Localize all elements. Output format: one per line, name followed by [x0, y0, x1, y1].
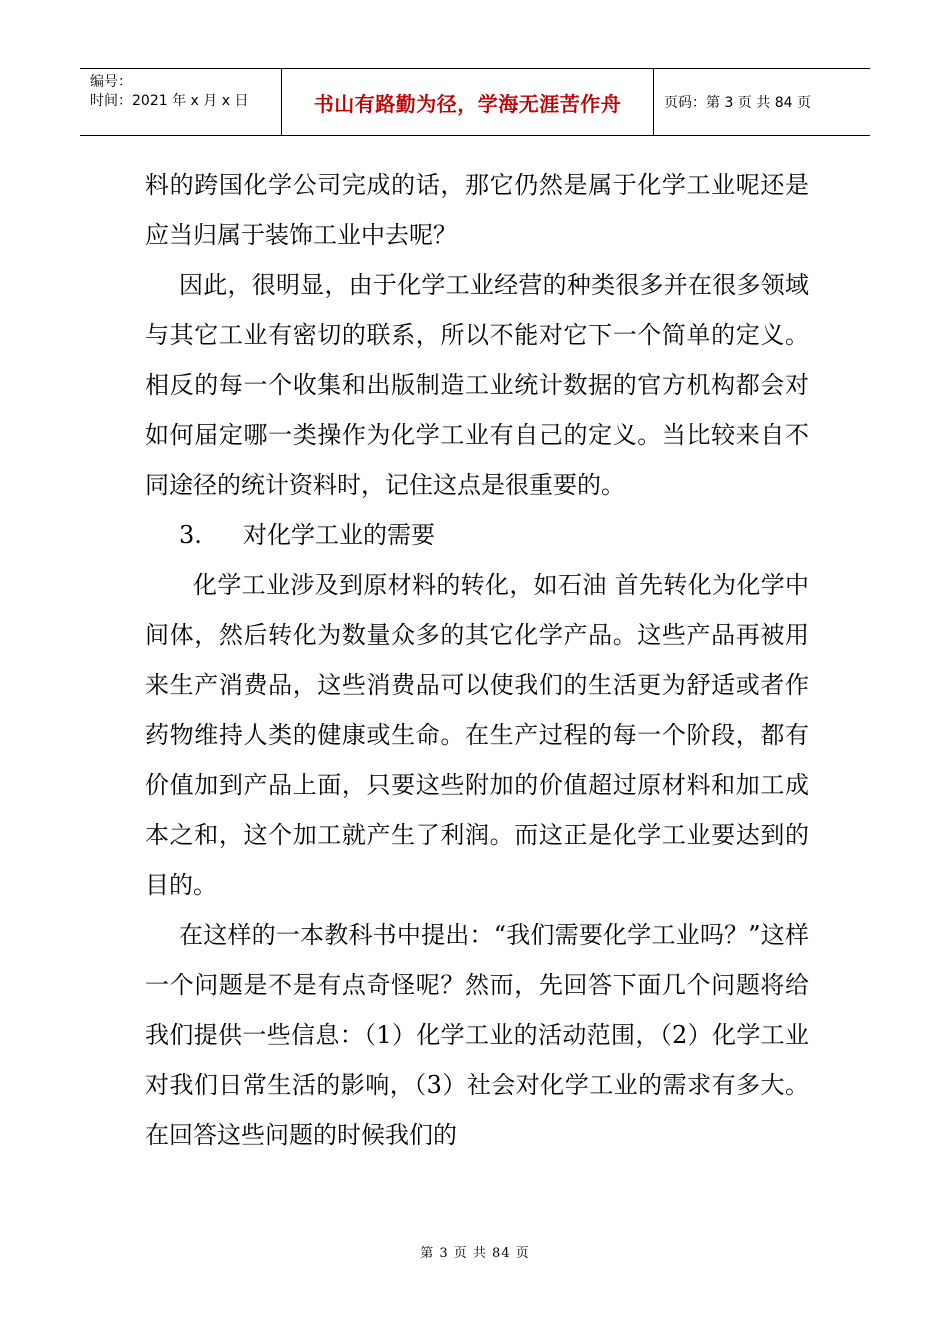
page-footer: 第 3 页 共 84 页: [420, 1246, 530, 1261]
paragraph-1: 料的跨国化学公司完成的话，那它仍然是属于化学工业呢还是应当归属于装饰工业中去呢？: [145, 171, 809, 249]
section-number: 3.: [179, 521, 202, 549]
section-heading: [145, 510, 809, 560]
document-number-label: 编号：: [90, 74, 132, 90]
paragraph-4: 在这样的一本教科书中提出：“我们需要化学工业吗？”这样一个问题是不是有点奇怪呢？然而，先回答下面几个问题将给我们提供一些信息：（1）化学工业的活动范围，（2）化学工业对我们日常生活的影响，（3）社会对化学工业的需求有多大。在回答这些问题的时候我们的: [145, 921, 809, 1149]
document-date: 时间：2021 年 x 月 x 日: [90, 93, 249, 109]
paragraph-2: 因此，很明显，由于化学工业经营的种类很多并在很多领域与其它工业有密切的联系，所以不能对它下一个简单的定义。相反的每一个收集和出版制造工业统计数据的官方机构都会对如何届定哪一类操作为化学工业有自己的定义。当比较来自不同途径的统计资料时，记住这点是很重要的。: [145, 271, 809, 499]
page-header: [80, 68, 870, 136]
document-body: [145, 160, 809, 1160]
section-title: 对化学工业的需要: [243, 521, 435, 549]
header-meta: [80, 69, 282, 135]
paragraph-3: 化学工业涉及到原材料的转化，如石油 首先转化为化学中间体，然后转化为数量众多的其它化学产品。这些产品再被用来生产消费品，这些消费品可以使我们的生活更为舒适或者作药物维持人类的健康或生命。在生产过程的每一个阶段，都有价值加到产品上面，只要这些附加的价值超过原材料和加工成本之和，这个加工就产生了利润。而这正是化学工业要达到的目的。: [145, 571, 809, 899]
header-motto: 书山有路勤为径，学海无涯苦作舟: [282, 69, 654, 135]
header-page-info: 页码：第 3 页 共 84 页: [664, 95, 811, 111]
